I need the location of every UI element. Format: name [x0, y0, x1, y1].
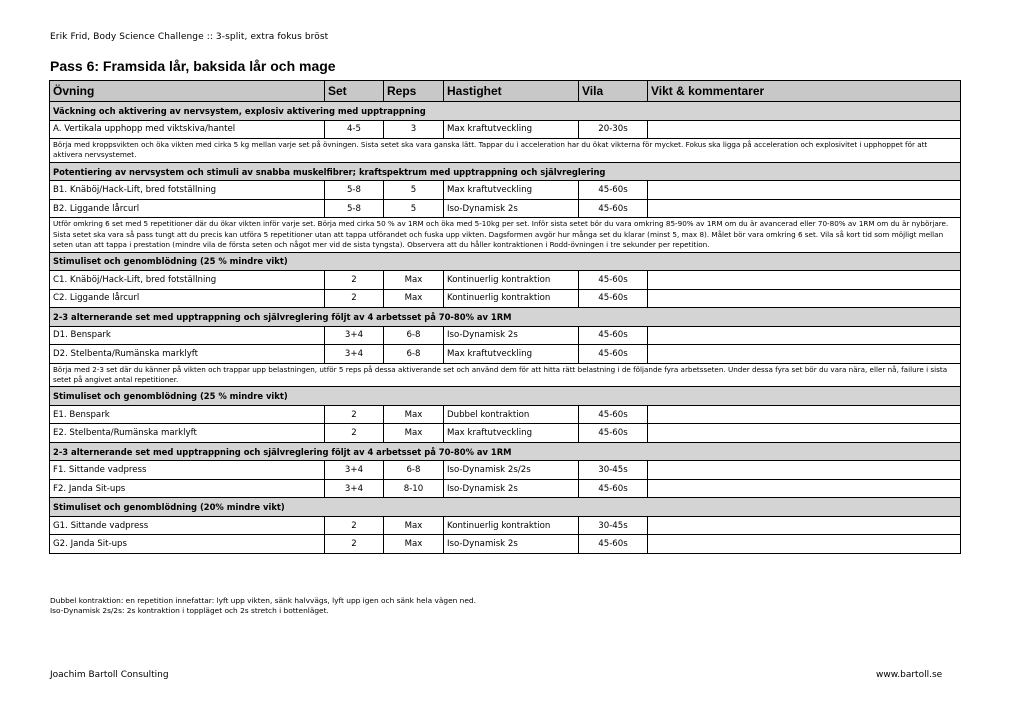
table-row	[50, 181, 961, 200]
table-row	[50, 535, 961, 554]
exercise-name: G1. Sittande vadpress	[50, 516, 325, 535]
reps-cell: 8-10	[384, 479, 444, 498]
table-header-row	[50, 81, 961, 102]
rest-cell: 45-60s	[579, 271, 648, 290]
comments-cell[interactable]	[648, 181, 961, 200]
sets-cell: 2	[325, 516, 384, 535]
rest-cell: 30-45s	[579, 461, 648, 480]
column-header: Övning	[50, 81, 325, 102]
rest-cell: 45-60s	[579, 181, 648, 200]
comments-cell[interactable]	[648, 199, 961, 218]
section-title: 2-3 alternerande set med upptrappning och självreglering följt av 4 arbetsset på 70-80% av 1RM	[50, 442, 961, 461]
speed-cell: Max kraftutveckling	[444, 120, 579, 139]
table-row	[50, 120, 961, 139]
column-header: Reps	[384, 81, 444, 102]
exercise-name: F2. Janda Sit-ups	[50, 479, 325, 498]
reps-cell: 6-8	[384, 461, 444, 480]
reps-cell: Max	[384, 405, 444, 424]
section-title: Väckning och aktivering av nervsystem, explosiv aktivering med upptrappning	[50, 102, 961, 121]
rest-cell: 45-60s	[579, 289, 648, 308]
exercise-name: F1. Sittande vadpress	[50, 461, 325, 480]
sets-cell: 2	[325, 289, 384, 308]
speed-cell: Kontinuerlig kontraktion	[444, 289, 579, 308]
table-row	[50, 326, 961, 345]
table-row	[50, 289, 961, 308]
exercise-name: C1. Knäböj/Hack-Lift, bred fotställning	[50, 271, 325, 290]
exercise-name: E1. Benspark	[50, 405, 325, 424]
rest-cell: 20-30s	[579, 120, 648, 139]
exercise-name: B2. Liggande lårcurl	[50, 199, 325, 218]
rest-cell: 45-60s	[579, 535, 648, 554]
exercise-name: B1. Knäböj/Hack-Lift, bred fotställning	[50, 181, 325, 200]
footnotes	[50, 596, 476, 616]
comments-cell[interactable]	[648, 326, 961, 345]
reps-cell: 5	[384, 199, 444, 218]
speed-cell: Iso-Dynamisk 2s	[444, 535, 579, 554]
sets-cell: 2	[325, 271, 384, 290]
comments-cell[interactable]	[648, 424, 961, 443]
footnote: Iso-Dynamisk 2s/2s: 2s kontraktion i toppläget och 2s stretch i bottenläget.	[50, 606, 329, 615]
exercise-name: E2. Stelbenta/Rumänska marklyft	[50, 424, 325, 443]
reps-cell: Max	[384, 535, 444, 554]
speed-cell: Max kraftutveckling	[444, 345, 579, 364]
sets-cell: 2	[325, 405, 384, 424]
footer-website[interactable]: www.bartoll.se	[876, 670, 943, 680]
exercise-name: G2. Janda Sit-ups	[50, 535, 325, 554]
table-row	[50, 461, 961, 480]
exercise-name: D1. Benspark	[50, 326, 325, 345]
sets-cell: 3+4	[325, 345, 384, 364]
exercise-name: D2. Stelbenta/Rumänska marklyft	[50, 345, 325, 364]
speed-cell: Dubbel kontraktion	[444, 405, 579, 424]
table-row	[50, 345, 961, 364]
sets-cell: 3+4	[325, 326, 384, 345]
sets-cell: 2	[325, 535, 384, 554]
comments-cell[interactable]	[648, 461, 961, 480]
table-row	[50, 199, 961, 218]
section-note: Utför omkring 6 set med 5 repetitioner där du ökar vikten inför varje set. Börja med cirka 50 % av 1RM och öka med 5-10kg per set. Inför sista setet bör du vara omkring 85-90% av 1RM om du är avancerad eller 70-80% av 1RM om du är nybörjare. Sista setet ska vara så pass tungt att du precis kan utföra 5 repetitioner utan att tappa utförandet och fuska upp vikten. Dagsformen avgör hur många set du klarar (minst 5, max 8). Målet bör vara omkring 6 set. Vila så kort tid som möjligt mellan seten utan att tappa i prestation (mindre vila de första seten och något mer vid de sista tyngsta). Observera att du håller kontraktionen i Rodd-övningen i tre sekunder per repetition.	[50, 218, 961, 252]
section-title: Potentiering av nervsystem och stimuli av snabba muskelfibrer; kraftspektrum med upptrappning och självreglering	[50, 162, 961, 181]
sets-cell: 4-5	[325, 120, 384, 139]
rest-cell: 30-45s	[579, 516, 648, 535]
column-header: Vikt & kommentarer	[648, 81, 961, 102]
table-row	[50, 479, 961, 498]
reps-cell: Max	[384, 289, 444, 308]
comments-cell[interactable]	[648, 271, 961, 290]
table-row	[50, 405, 961, 424]
section-title: Stimuliset och genomblödning (20% mindre vikt)	[50, 498, 961, 517]
sets-cell: 5-8	[325, 199, 384, 218]
workout-table	[49, 80, 961, 554]
reps-cell: Max	[384, 424, 444, 443]
comments-cell[interactable]	[648, 479, 961, 498]
speed-cell: Iso-Dynamisk 2s	[444, 479, 579, 498]
footnote: Dubbel kontraktion: en repetition innefattar: lyft upp vikten, sänk halvvägs, lyft upp igen och sänk hela vägen ned.	[50, 596, 476, 605]
speed-cell: Kontinuerlig kontraktion	[444, 271, 579, 290]
sets-cell: 2	[325, 424, 384, 443]
table-row	[50, 516, 961, 535]
rest-cell: 45-60s	[579, 345, 648, 364]
comments-cell[interactable]	[648, 405, 961, 424]
document-header: Erik Frid, Body Science Challenge :: 3-split, extra fokus bröst	[50, 32, 329, 42]
rest-cell: 45-60s	[579, 424, 648, 443]
comments-cell[interactable]	[648, 535, 961, 554]
speed-cell: Max kraftutveckling	[444, 424, 579, 443]
column-header: Vila	[579, 81, 648, 102]
reps-cell: 3	[384, 120, 444, 139]
reps-cell: 6-8	[384, 326, 444, 345]
column-header: Hastighet	[444, 81, 579, 102]
speed-cell: Iso-Dynamisk 2s	[444, 199, 579, 218]
section-title: Stimuliset och genomblödning (25 % mindre vikt)	[50, 252, 961, 271]
comments-cell[interactable]	[648, 516, 961, 535]
footer-company: Joachim Bartoll Consulting	[50, 670, 169, 680]
comments-cell[interactable]	[648, 345, 961, 364]
comments-cell[interactable]	[648, 120, 961, 139]
table-row	[50, 271, 961, 290]
section-title: Stimuliset och genomblödning (25 % mindre vikt)	[50, 387, 961, 406]
reps-cell: 6-8	[384, 345, 444, 364]
section-note: Börja med 2-3 set där du känner på vikten och trappar upp belastningen, utför 5 reps på dessa aktiverande set och använd dem för att hitta rätt belastning i de följande fyra arbetsseten. Under dessa fyra set bör du vara nära, eller nå, failure i sista setet på angivet antal repetitioner.	[50, 363, 961, 387]
exercise-name: C2. Liggande lårcurl	[50, 289, 325, 308]
speed-cell: Max kraftutveckling	[444, 181, 579, 200]
speed-cell: Iso-Dynamisk 2s/2s	[444, 461, 579, 480]
reps-cell: 5	[384, 181, 444, 200]
rest-cell: 45-60s	[579, 326, 648, 345]
column-header: Set	[325, 81, 384, 102]
sets-cell: 3+4	[325, 461, 384, 480]
reps-cell: Max	[384, 271, 444, 290]
speed-cell: Iso-Dynamisk 2s	[444, 326, 579, 345]
sets-cell: 3+4	[325, 479, 384, 498]
rest-cell: 45-60s	[579, 199, 648, 218]
rest-cell: 45-60s	[579, 405, 648, 424]
rest-cell: 45-60s	[579, 479, 648, 498]
reps-cell: Max	[384, 516, 444, 535]
page-title: Pass 6: Framsida lår, baksida lår och mage	[50, 58, 336, 74]
section-note: Börja med kroppsvikten och öka vikten med cirka 5 kg mellan varje set på övningen. Sista setet ska vara ganska lätt. Tappar du i acceleration har du ökat vikterna för mycket. Fokus ska ligga på acceleration och explosivitet i upphoppet för att aktivera nervsystemet.	[50, 139, 961, 163]
section-title: 2-3 alternerande set med upptrappning och självreglering följt av 4 arbetsset på 70-80% av 1RM	[50, 308, 961, 327]
comments-cell[interactable]	[648, 289, 961, 308]
table-row	[50, 424, 961, 443]
sets-cell: 5-8	[325, 181, 384, 200]
speed-cell: Kontinuerlig kontraktion	[444, 516, 579, 535]
exercise-name: A. Vertikala upphopp med viktskiva/hantel	[50, 120, 325, 139]
